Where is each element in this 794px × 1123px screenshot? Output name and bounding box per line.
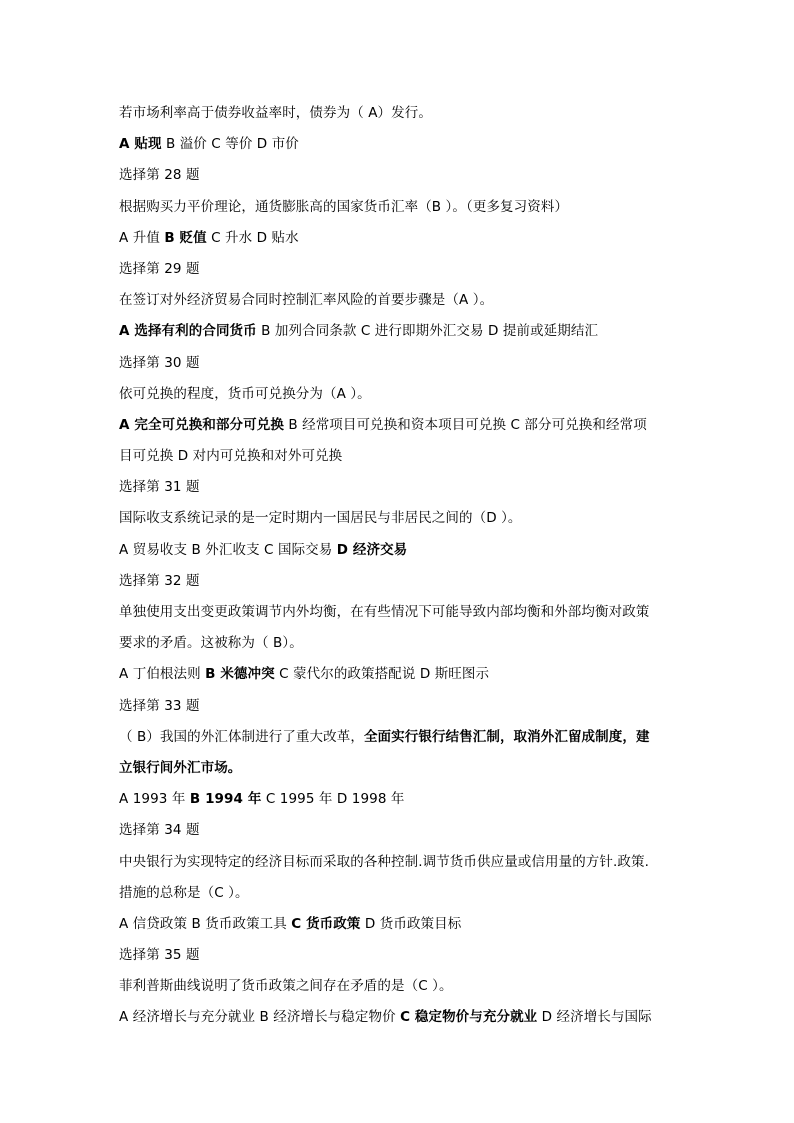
text-line bbox=[119, 98, 679, 129]
text-line bbox=[119, 410, 679, 441]
text-segment: A 信贷政策 B 货币政策工具 bbox=[119, 915, 292, 932]
text-segment: 选择第 33 题 bbox=[119, 697, 200, 714]
text-line bbox=[119, 472, 679, 503]
text-line bbox=[119, 160, 679, 191]
text-line bbox=[119, 784, 679, 815]
answer-highlight: B 1994 年 bbox=[189, 791, 262, 808]
text-segment: 依可兑换的程度，货币可兑换分为（A ）。 bbox=[119, 385, 371, 402]
text-line bbox=[119, 223, 679, 254]
text-segment: 选择第 29 题 bbox=[119, 260, 200, 277]
text-line bbox=[119, 348, 679, 379]
answer-highlight: A 贴现 bbox=[119, 136, 162, 153]
text-line bbox=[119, 129, 679, 160]
text-line bbox=[119, 878, 679, 909]
text-segment: 选择第 30 题 bbox=[119, 354, 200, 371]
text-segment: 选择第 31 题 bbox=[119, 479, 200, 496]
text-segment: 选择第 34 题 bbox=[119, 822, 200, 839]
answer-highlight: A 选择有利的合同货币 bbox=[119, 323, 257, 340]
text-line bbox=[119, 815, 679, 846]
text-line bbox=[119, 847, 679, 878]
text-segment: 措施的总称是（C ）。 bbox=[119, 884, 249, 901]
text-segment: A 丁伯根法则 bbox=[119, 666, 206, 683]
text-line bbox=[119, 535, 679, 566]
answer-highlight: C 稳定物价与充分就业 bbox=[400, 1009, 538, 1026]
text-line bbox=[119, 753, 679, 784]
text-segment: 若市场利率高于债券收益率时，债券为（ A）发行。 bbox=[119, 105, 432, 121]
text-line bbox=[119, 285, 679, 316]
text-segment: 目可兑换 D 对内可兑换和对外可兑换 bbox=[119, 448, 343, 465]
text-segment: （ B）我国的外汇体制进行了重大改革， bbox=[119, 728, 364, 745]
answer-highlight: D 经济交易 bbox=[336, 541, 408, 558]
text-segment: 国际收支系统记录的是一定时期内一国居民与非居民之间的（D ）。 bbox=[119, 510, 522, 527]
text-segment: C 蒙代尔的政策搭配说 D 斯旺图示 bbox=[274, 666, 490, 683]
text-line bbox=[119, 722, 679, 753]
text-line bbox=[119, 628, 679, 659]
answer-highlight: B 米德冲突 bbox=[205, 666, 275, 683]
text-line bbox=[119, 597, 679, 628]
text-segment: A 1993 年 bbox=[119, 791, 190, 808]
text-line bbox=[119, 909, 679, 940]
answer-highlight: B 贬值 bbox=[164, 229, 207, 246]
text-line bbox=[119, 503, 679, 534]
text-line bbox=[119, 1002, 679, 1033]
text-segment: A 贸易收支 B 外汇收支 C 国际交易 bbox=[119, 541, 337, 558]
text-line bbox=[119, 254, 679, 285]
answer-highlight: A 完全可兑换和部分可兑换 bbox=[119, 416, 284, 433]
text-line bbox=[119, 691, 679, 722]
text-segment: D 货币政策目标 bbox=[360, 915, 462, 932]
text-segment: B 经常项目可兑换和资本项目可兑换 C 部分可兑换和经常项 bbox=[283, 416, 647, 433]
text-segment: 根据购买力平价理论，通货膨胀高的国家货币汇率（B ）。（更多复习资料） bbox=[119, 198, 569, 215]
text-segment: D 经济增长与国际 bbox=[537, 1009, 652, 1026]
text-line bbox=[119, 316, 679, 347]
answer-highlight: 立银行间外汇市场。 bbox=[119, 759, 242, 776]
text-segment: B 溢价 C 等价 D 市价 bbox=[161, 136, 299, 153]
text-line bbox=[119, 192, 679, 223]
text-segment: C 1995 年 D 1998 年 bbox=[261, 791, 405, 808]
text-line bbox=[119, 379, 679, 410]
text-segment: 中央银行为实现特定的经济目标而采取的各种控制.调节货币供应量或信用量的方针.政策. bbox=[119, 853, 649, 870]
text-segment: 选择第 28 题 bbox=[119, 167, 200, 184]
text-segment: 选择第 32 题 bbox=[119, 572, 200, 589]
text-segment: 在签订对外经济贸易合同时控制汇率风险的首要步骤是（A ）。 bbox=[119, 292, 494, 309]
text-segment: B 加列合同条款 C 进行即期外汇交易 D 提前或延期结汇 bbox=[256, 323, 599, 340]
text-line bbox=[119, 566, 679, 597]
text-line bbox=[119, 659, 679, 690]
text-segment: C 升水 D 贴水 bbox=[206, 229, 299, 246]
text-segment: 菲利普斯曲线说明了货币政策之间存在矛盾的是（C ）。 bbox=[119, 978, 453, 995]
answer-highlight: C 货币政策 bbox=[291, 915, 361, 932]
document-body bbox=[119, 98, 679, 1034]
text-segment: A 升值 bbox=[119, 229, 165, 246]
text-segment: 单独使用支出变更政策调节内外均衡，在有些情况下可能导致内部均衡和外部均衡对政策 bbox=[119, 604, 650, 620]
text-segment: 要求的矛盾。这被称为（ B）。 bbox=[119, 635, 303, 652]
text-line bbox=[119, 441, 679, 472]
text-line bbox=[119, 971, 679, 1002]
text-segment: A 经济增长与充分就业 B 经济增长与稳定物价 bbox=[119, 1009, 401, 1026]
text-line bbox=[119, 940, 679, 971]
answer-highlight: 全面实行银行结售汇制，取消外汇留成制度，建 bbox=[363, 728, 650, 745]
text-segment: 选择第 35 题 bbox=[119, 947, 200, 964]
